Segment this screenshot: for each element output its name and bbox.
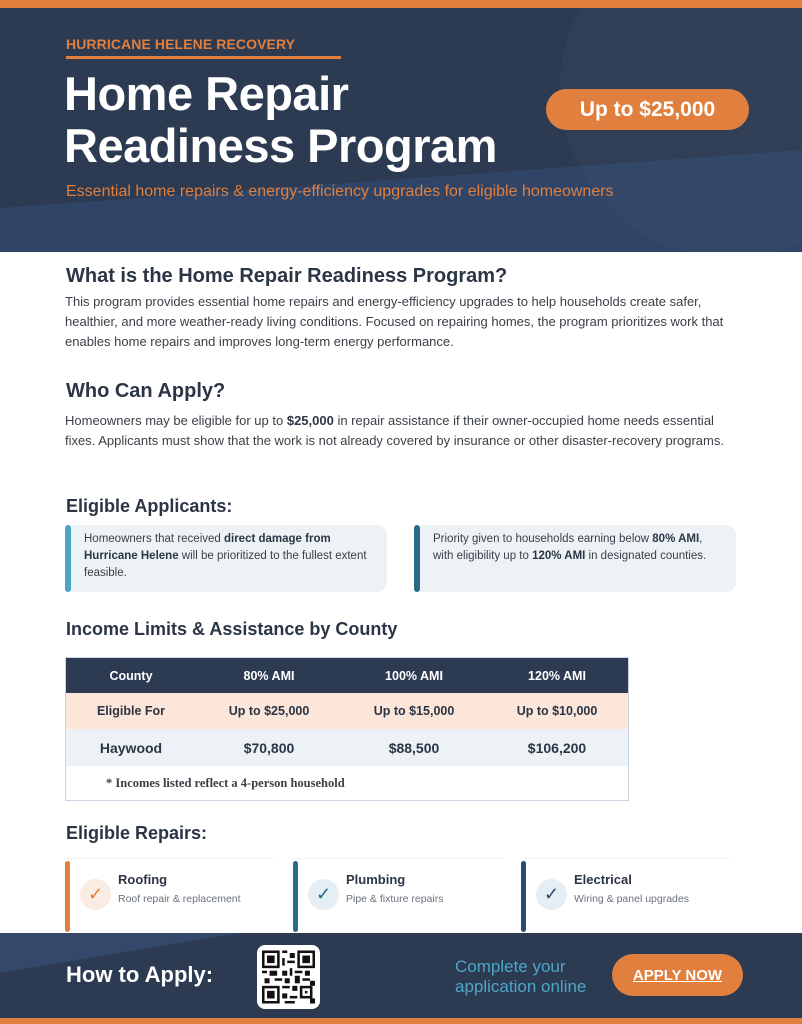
table-cell: Haywood: [99, 739, 163, 756]
repair-title: Roofing: [118, 872, 168, 887]
table-header-cell: 80% AMI: [243, 668, 295, 683]
repairs-heading: Eligible Repairs:: [66, 823, 208, 843]
apply-online-text: [455, 957, 586, 997]
table-cell: $88,500: [388, 739, 440, 756]
table-footnote: * Incomes listed reflect a 4-person household: [106, 776, 345, 790]
card-text: , with eligibility up to: [433, 533, 703, 562]
apply-now-button[interactable]: APPLY NOW: [612, 954, 743, 996]
repairs-list: [65, 858, 737, 931]
hero-banner: [0, 8, 802, 252]
repair-accent-bar: [293, 861, 298, 932]
title-line-2: Readiness Program: [64, 119, 497, 172]
repair-desc: Roof repair & replacement: [118, 893, 241, 905]
eligible-applicants-heading: Eligible Applicants:: [66, 496, 233, 516]
repair-item-roofing: [65, 858, 275, 931]
who-heading: Who Can Apply?: [66, 380, 226, 402]
who-body-amount: $25,000: [286, 413, 334, 428]
about-body: This program provides essential home repairs and energy-efficiency upgrades to help households create safer, healthier, and more weather-ready living conditions. Focused on repairing homes, the program prioritizes work that enables home repairs and improves long-term energy performance.: [65, 294, 724, 349]
card-text: in designated counties.: [585, 550, 707, 562]
repair-desc: Wiring & panel upgrades: [574, 893, 689, 905]
repair-desc: Pipe & fixture repairs: [346, 893, 444, 905]
qr-code-pattern: [262, 950, 315, 1004]
how-to-apply-title: How to Apply:: [66, 962, 214, 987]
about-heading: What is the Home Repair Readiness Program?: [66, 265, 508, 287]
table-cell: Up to $10,000: [516, 704, 598, 718]
table-header-row: [66, 658, 628, 693]
applicant-card-damage: [65, 525, 387, 592]
card-text-bold: 120% AMI: [532, 550, 586, 562]
income-table: [65, 657, 629, 801]
check-icon: ✓: [308, 879, 339, 910]
table-cell: Eligible For: [96, 704, 166, 718]
apply-text-line-2: application online: [455, 977, 587, 996]
table-cell: Up to $25,000: [228, 704, 310, 718]
title-line-1: Home Repair: [64, 67, 349, 120]
eligible-applicants-cards: [65, 525, 737, 592]
table-header-cell: County: [109, 668, 153, 683]
table-cell: $70,800: [243, 739, 295, 756]
apply-text-line-1: Complete your: [455, 957, 566, 976]
income-heading: Income Limits & Assistance by County: [66, 619, 398, 639]
apply-footer: [0, 933, 802, 1018]
card-text-bold: direct damage from Hurricane Helene: [84, 533, 331, 562]
card-text: will be prioritized to the fullest extent feasible.: [84, 550, 367, 579]
repair-title: Plumbing: [346, 872, 406, 887]
amount-badge: Up to $25,000: [546, 89, 749, 130]
qr-code-icon[interactable]: [257, 945, 320, 1009]
kicker-underline: [66, 56, 341, 59]
repair-accent-bar: [65, 861, 70, 932]
hero-subtitle: Essential home repairs & energy-efficiency upgrades for eligible homeowners: [66, 183, 614, 200]
card-accent-bar: [65, 525, 71, 592]
repair-accent-bar: [521, 861, 526, 932]
card-text-bold: 80% AMI: [652, 533, 700, 545]
page-title: [64, 68, 497, 172]
check-icon: ✓: [80, 879, 111, 910]
who-body: [65, 411, 735, 451]
repair-item-electrical: [521, 858, 731, 931]
check-icon: ✓: [536, 879, 567, 910]
who-body-post: in repair assistance if their owner-occupied home needs essential fixes. Applicants must show that the work is not already covered by insurance or other disaster-recovery programs.: [65, 413, 724, 448]
applicant-card-income: [414, 525, 736, 592]
repair-title: Electrical: [574, 872, 632, 887]
table-cell: $106,200: [527, 739, 587, 756]
table-row-eligible: [66, 693, 628, 729]
hero-kicker: HURRICANE HELENE RECOVERY: [66, 36, 296, 52]
bottom-accent-bar: [0, 1018, 802, 1024]
who-body-pre: Homeowners may be eligible for up to: [65, 413, 287, 428]
repair-item-plumbing: [293, 858, 503, 931]
card-text: Homeowners that received: [84, 533, 224, 545]
table-header-cell: 100% AMI: [385, 668, 443, 683]
top-accent-bar: [0, 0, 802, 8]
table-row-county: [66, 729, 628, 766]
card-accent-bar: [414, 525, 420, 592]
table-cell: Up to $15,000: [373, 704, 455, 718]
table-header-cell: 120% AMI: [528, 668, 586, 683]
card-text: Priority given to households earning below: [433, 533, 653, 545]
